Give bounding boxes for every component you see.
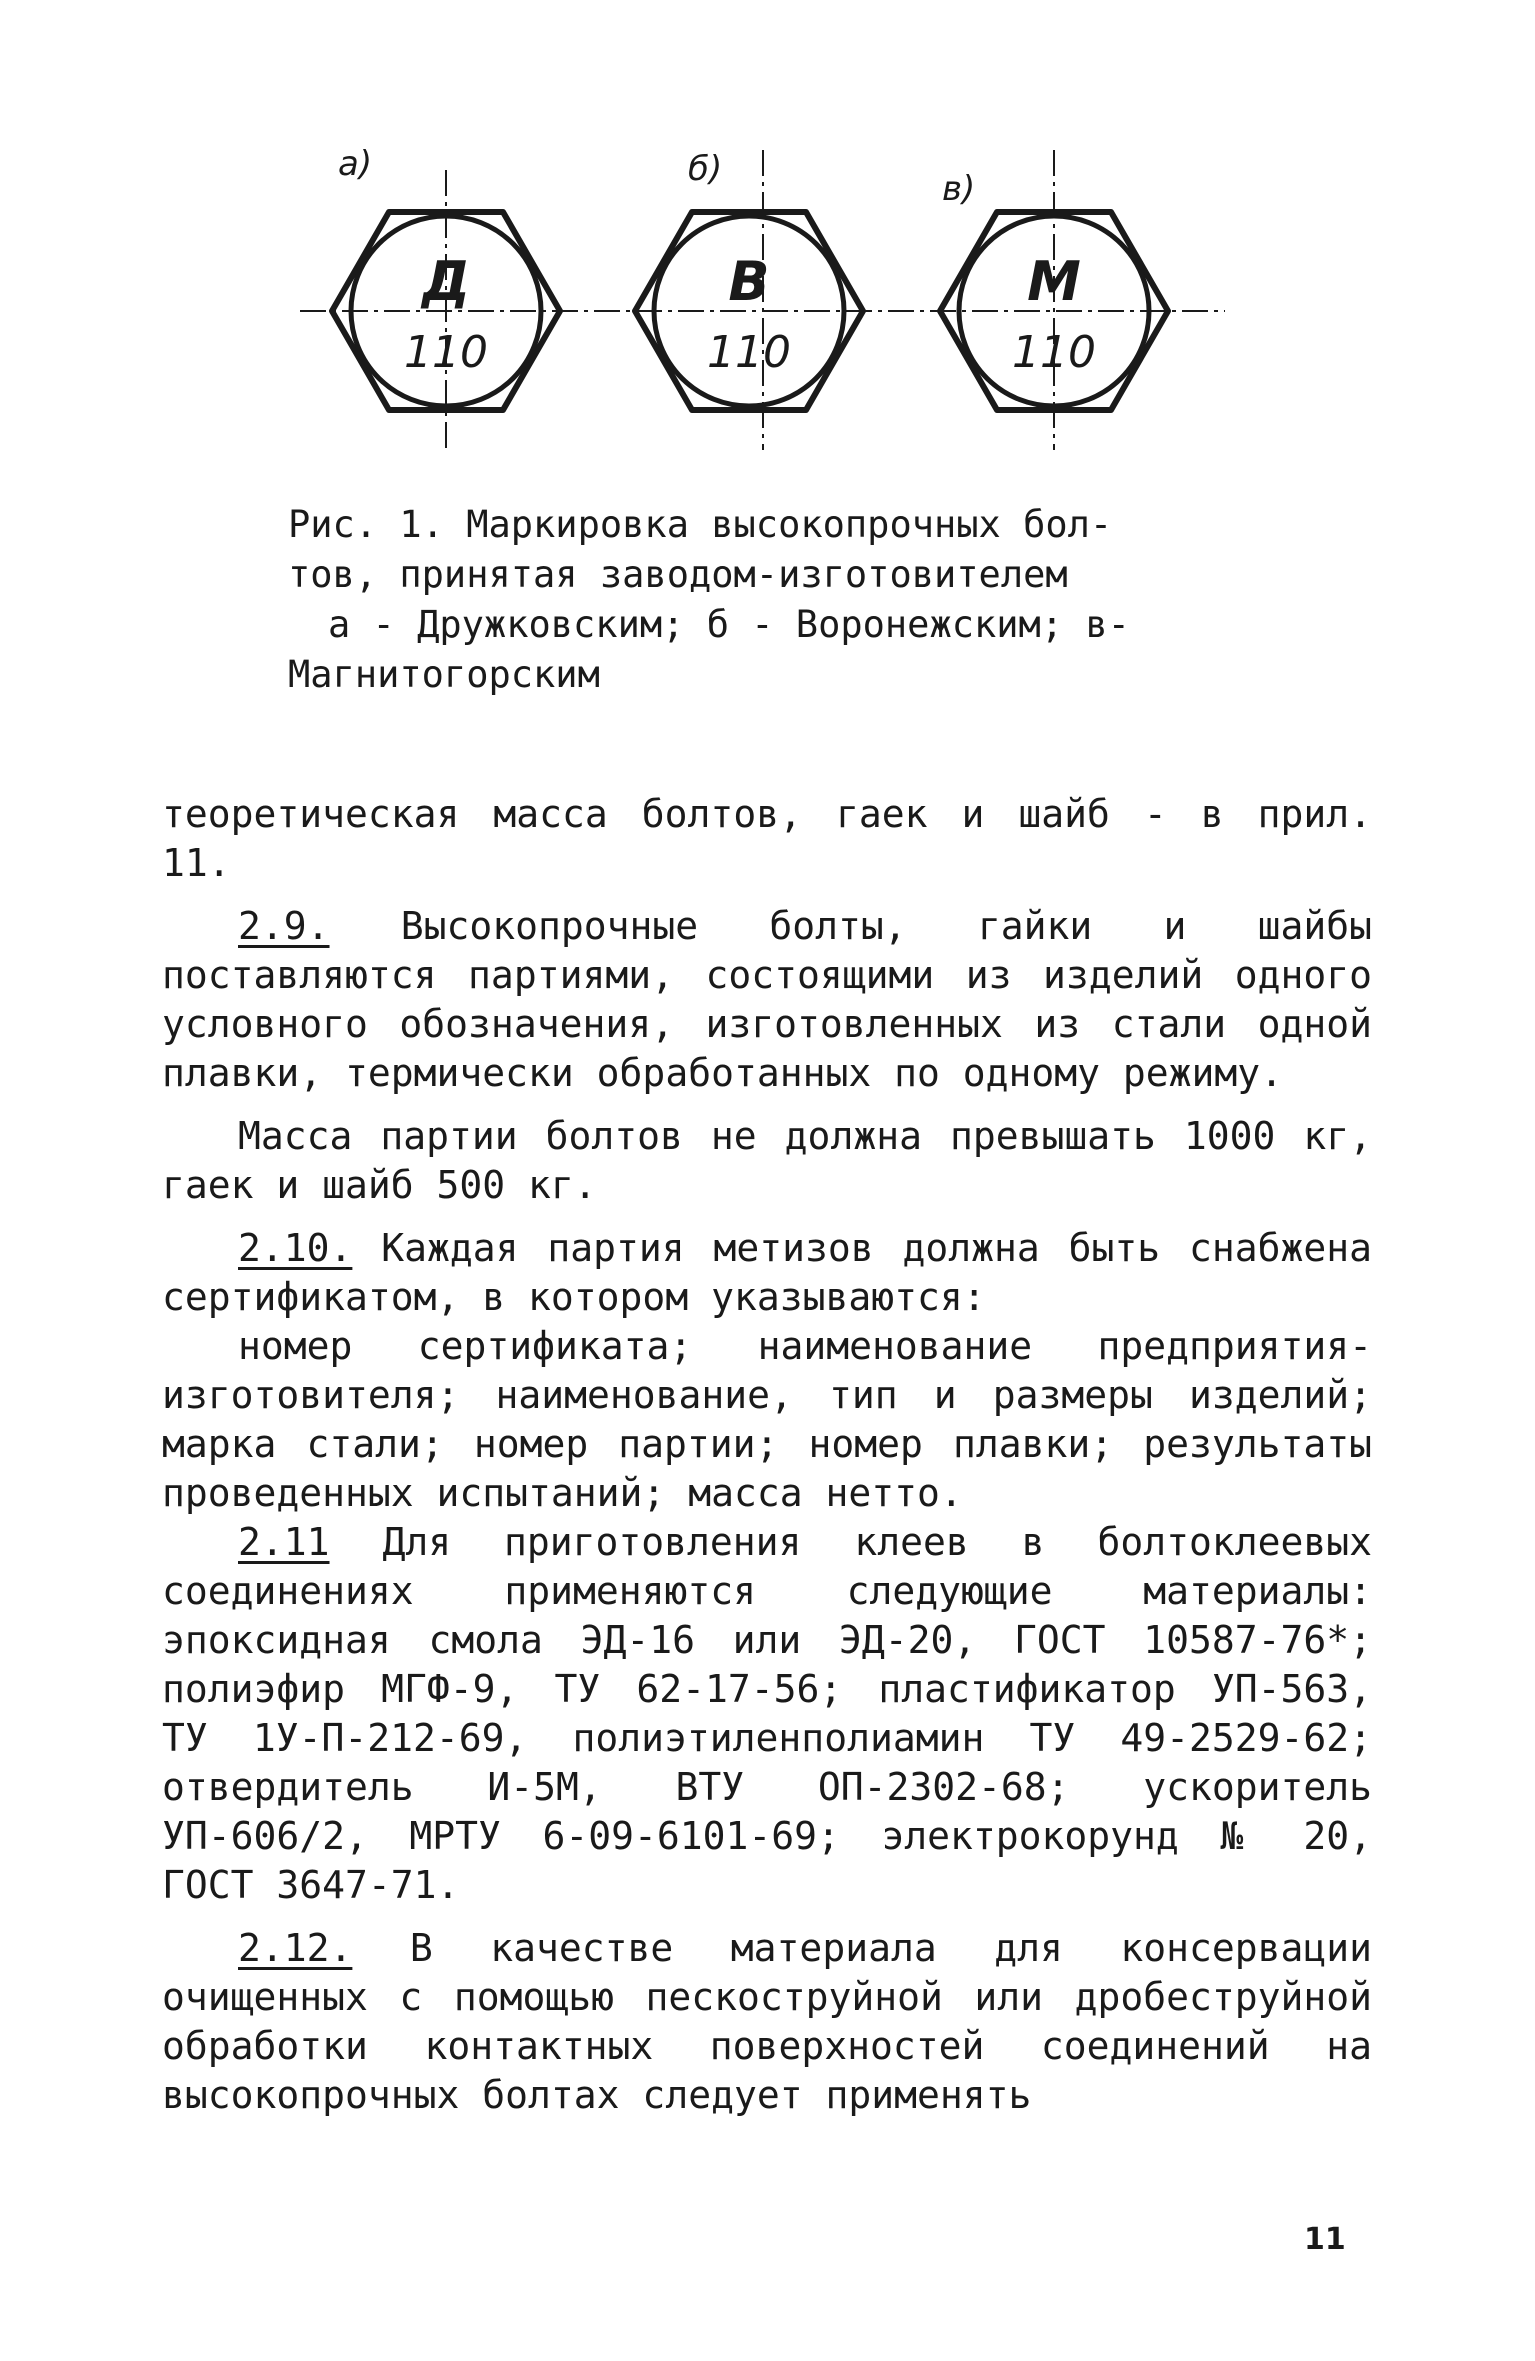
bolt-b-number: 110 (707, 327, 791, 378)
bolt-c-letter: М (1027, 250, 1081, 313)
section-text: Каждая партия метизов должна быть снабжена сертификатом, в котором указываются: (162, 1226, 1372, 1319)
label-a: а) (338, 144, 373, 184)
label-c: в) (942, 169, 976, 209)
bolt-a-letter: Д (421, 250, 471, 313)
bolt-b-letter: В (728, 250, 770, 313)
caption-line-4: Магнитогорским (288, 653, 600, 696)
section-text: Для приготовления клеев в болтоклеевых соединениях применяются следующие материалы: эпоксидная смола ЭД-16 или ЭД-20, ГОСТ 10587-76*; полиэфир МГФ-9, ТУ 62-17-56; пластификатор УП-563, ТУ 1У-П-212-69, полиэтиленполиамин ТУ 49-2529-62; отвердитель И-5М, ВТУ ОП-2302-68; ускоритель УП-606/2, МРТУ 6-09-6101-69; электрокорунд № 20, ГОСТ 3647-71. (162, 1520, 1372, 1907)
label-b: б) (688, 149, 723, 189)
section-number: 2.11 (238, 1520, 330, 1564)
section-text: В качестве материала для консервации очищенных с помощью пескоструйной или дробеструйной обработки контактных поверхностей соединений на высокопрочных болтах следует применять (162, 1926, 1372, 2117)
section-2-10-list: номер сертификата; наименование предприятия-изготовителя; наименование, тип и размеры изделий; марка стали; номер партии; номер плавки; результаты проведенных испытаний; масса нетто. (162, 1324, 1372, 1515)
section-number: 2.12. (238, 1926, 353, 1970)
section-2-11 (162, 1518, 1372, 1910)
page-number: 11 (1304, 2222, 1346, 2257)
figure-caption (288, 500, 1268, 700)
caption-line-3: а - Дружковским; б - Воронежским; в- (328, 603, 1130, 646)
bolt-marking-figure (0, 0, 1535, 480)
section-number: 2.10. (238, 1226, 353, 1270)
section-2-12 (162, 1924, 1372, 2120)
section-2-10 (162, 1224, 1372, 1322)
caption-line-2: тов, принятая заводом-изготовителем (288, 553, 1068, 596)
intro-paragraph: теоретическая масса болтов, гаек и шайб - в прил. 11. (162, 792, 1372, 885)
bolt-a-number: 110 (404, 327, 488, 378)
section-2-9 (162, 902, 1372, 1098)
caption-line-1: Рис. 1. Маркировка высокопрочных бол- (288, 503, 1113, 546)
body-text (162, 790, 1372, 2134)
mass-paragraph: Масса партии болтов не должна превышать 1000 кг, гаек и шайб 500 кг. (162, 1114, 1372, 1207)
section-text: Высокопрочные болты, гайки и шайбы поставляются партиями, состоящими из изделий одного условного обозначения, изготовленных из стали одной плавки, термически обработанных по одному режиму. (162, 904, 1372, 1095)
bolt-c-number: 110 (1012, 327, 1096, 378)
section-number: 2.9. (238, 904, 330, 948)
